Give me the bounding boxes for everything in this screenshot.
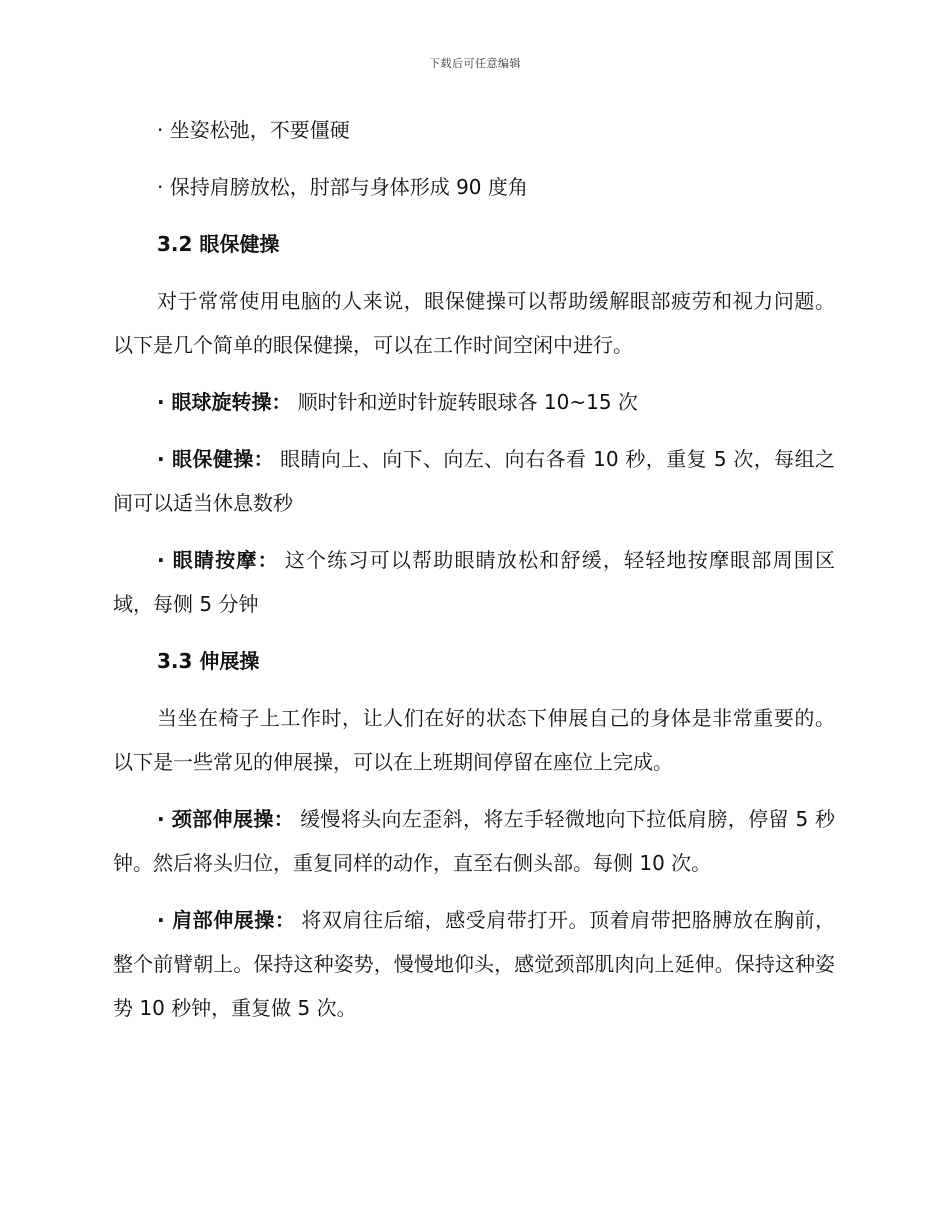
stretch-exercise-intro: 当坐在椅子上工作时，让人们在好的状态下伸展自己的身体是非常重要的。以下是一些常见的伸展操，可以在上班期间停留在座位上完成。 [113, 706, 835, 774]
item-label: · 眼球旋转操： [157, 390, 292, 414]
item-label: · 眼保健操： [157, 447, 275, 471]
item-text: 顺时针和逆时针旋转眼球各 10~15 次 [297, 390, 638, 414]
item-label: · 颈部伸展操： [157, 807, 295, 831]
stretch-item-shoulder [113, 898, 835, 1030]
item-text: 眼睛向上、向下、向左、向右各看 10 秒，重复 5 次，每组之间可以适当休息数秒 [113, 447, 835, 515]
item-text: 将双肩往后缩，感受肩带打开。顶着肩带把胳膊放在胸前，整个前臂朝上。保持这种姿势，慢慢地仰头，感觉颈部肌肉向上延伸。保持这种姿势 10 秒钟，重复做 5 次。 [113, 908, 835, 1020]
eye-exercise-intro: 对于常常使用电脑的人来说，眼保健操可以帮助缓解眼部疲劳和视力问题。以下是几个简单的眼保健操，可以在工作时间空闲中进行。 [113, 289, 835, 357]
eye-item-eye-massage [113, 538, 835, 626]
section-heading-eye-exercise: 3.2 眼保健操 [157, 232, 280, 256]
bullet-relaxed-posture: · 坐姿松弛，不要僵硬 [157, 118, 350, 142]
item-label: · 肩部伸展操： [157, 908, 296, 932]
stretch-item-neck [113, 797, 835, 885]
eye-item-eyeball-rotation [113, 380, 835, 424]
item-text: 缓慢将头向左歪斜，将左手轻微地向下拉低肩膀，停留 5 秒钟。然后将头归位，重复同样的动作，直至右侧头部。每侧 10 次。 [113, 807, 835, 875]
item-label: · 眼睛按摩： [157, 548, 279, 572]
eye-item-eye-exercise [113, 437, 835, 525]
section-heading-stretch-exercise: 3.3 伸展操 [157, 649, 260, 673]
bullet-relax-shoulders: · 保持肩膀放松，肘部与身体形成 90 度角 [157, 175, 528, 199]
item-text: 这个练习可以帮助眼睛放松和舒缓，轻轻地按摩眼部周围区域，每侧 5 分钟 [113, 548, 836, 616]
document-body [113, 108, 835, 1043]
page-header: 下载后可任意编辑 [429, 57, 521, 70]
